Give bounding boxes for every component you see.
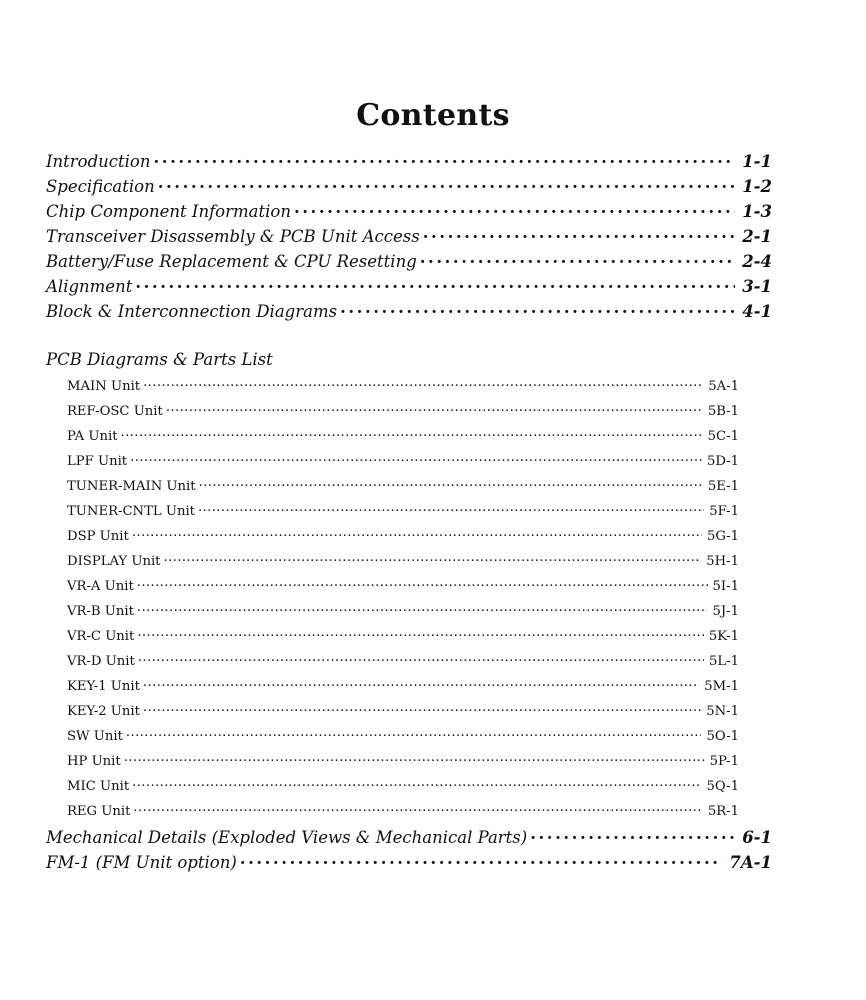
toc-entry-label: VR-B Unit	[67, 604, 134, 620]
toc-subentry-key-2-unit[interactable]	[67, 702, 739, 727]
toc-page-number: 5G-1	[706, 529, 739, 545]
dot-leader	[154, 150, 736, 167]
dot-leader	[143, 702, 701, 715]
toc-entry-chip-component-information[interactable]	[46, 200, 772, 225]
toc-page-number: 5O-1	[706, 729, 739, 745]
toc-subentry-dsp-unit[interactable]	[67, 527, 739, 552]
toc-page-number: 5J-1	[712, 604, 739, 620]
dot-leader	[420, 250, 735, 267]
toc-page-number: 5Q-1	[706, 779, 739, 795]
toc-entry-label: TUNER-MAIN Unit	[67, 479, 196, 495]
toc-subentry-sw-unit[interactable]	[67, 727, 739, 752]
toc-entry-label: KEY-1 Unit	[67, 679, 140, 695]
dot-leader	[137, 577, 708, 590]
toc-entry-label: REG Unit	[67, 804, 131, 820]
toc-entry-mechanical-details[interactable]	[46, 826, 772, 851]
toc-page-number: 5R-1	[707, 804, 739, 820]
toc-entry-label: VR-A Unit	[67, 579, 134, 595]
toc-entry-label: KEY-2 Unit	[67, 704, 140, 720]
toc-subentry-reg-unit[interactable]	[67, 802, 739, 827]
toc-entry-fm-1[interactable]	[46, 851, 772, 876]
toc-entry-battery-fuse-replacement[interactable]	[46, 250, 772, 275]
toc-page-number: 5A-1	[708, 379, 739, 395]
toc-page-number: 1-1	[742, 151, 772, 171]
toc-subentry-tuner-cntl-unit[interactable]	[67, 502, 739, 527]
toc-entry-label: VR-D Unit	[67, 654, 135, 670]
toc-entry-label: Transceiver Disassembly & PCB Unit Access	[46, 226, 420, 246]
toc-entry-label: PA Unit	[67, 429, 118, 445]
dot-leader	[240, 851, 723, 868]
dot-leader	[132, 777, 701, 790]
toc-entry-introduction[interactable]	[46, 150, 772, 175]
toc-entry-specification[interactable]	[46, 175, 772, 200]
toc-entry-label: VR-C Unit	[67, 629, 135, 645]
toc-subentry-mic-unit[interactable]	[67, 777, 739, 802]
dot-leader	[126, 727, 702, 740]
dot-leader	[135, 275, 735, 292]
dot-leader	[340, 300, 735, 317]
toc-subentry-tuner-main-unit[interactable]	[67, 477, 739, 502]
toc-page-number: 5H-1	[706, 554, 739, 570]
toc-entry-label: Introduction	[46, 151, 151, 171]
toc-entry-label: Block & Interconnection Diagrams	[46, 301, 338, 321]
dot-leader	[166, 402, 703, 415]
toc-entry-label: FM-1 (FM Unit option)	[46, 852, 237, 872]
toc-entry-alignment[interactable]	[46, 275, 772, 300]
toc-subentry-vr-a-unit[interactable]	[67, 577, 739, 602]
toc-entry-label: LPF Unit	[67, 454, 128, 470]
toc-subentry-key-1-unit[interactable]	[67, 677, 739, 702]
toc-entry-label: SW Unit	[67, 729, 123, 745]
dot-leader	[423, 225, 735, 242]
toc-page-number: 5N-1	[706, 704, 739, 720]
toc-entry-label: Mechanical Details (Exploded Views & Mechanical Parts)	[46, 827, 528, 847]
toc-page-number: 5M-1	[704, 679, 739, 695]
dot-leader	[121, 427, 703, 440]
dot-leader	[124, 752, 705, 765]
toc-page-number: 5B-1	[707, 404, 739, 420]
toc-entry-label: HP Unit	[67, 754, 121, 770]
toc-page-number: 5L-1	[709, 654, 739, 670]
dot-leader	[199, 477, 703, 490]
toc-page-number: 5F-1	[709, 504, 739, 520]
dot-leader	[143, 377, 703, 390]
toc-subentry-vr-d-unit[interactable]	[67, 652, 739, 677]
toc-subentry-pa-unit[interactable]	[67, 427, 739, 452]
toc-subentry-main-unit[interactable]	[67, 377, 739, 402]
dot-leader	[137, 602, 708, 615]
toc-entry-label: Specification	[46, 176, 155, 196]
toc-entry-label: Alignment	[46, 276, 133, 296]
toc-page-number: 2-1	[742, 226, 772, 246]
toc-entry-label: Battery/Fuse Replacement & CPU Resetting	[46, 251, 417, 271]
toc-page-number: 3-1	[742, 276, 772, 296]
page-title: Contents	[356, 98, 510, 134]
dot-leader	[198, 502, 704, 515]
dot-leader	[132, 527, 702, 540]
toc-entry-label: REF-OSC Unit	[67, 404, 163, 420]
dot-leader	[163, 552, 701, 565]
toc-entry-label: MIC Unit	[67, 779, 130, 795]
toc-subentry-display-unit[interactable]	[67, 552, 739, 577]
dot-leader	[530, 826, 735, 843]
toc-subentry-vr-c-unit[interactable]	[67, 627, 739, 652]
toc-entry-label: MAIN Unit	[67, 379, 141, 395]
section-heading-pcb: PCB Diagrams & Parts List	[46, 350, 273, 369]
toc-entry-label: Chip Component Information	[46, 201, 291, 221]
toc-subentry-lpf-unit[interactable]	[67, 452, 739, 477]
toc-page-number: 6-1	[742, 827, 772, 847]
dot-leader	[133, 802, 702, 815]
dot-leader	[294, 200, 735, 217]
toc-subentry-ref-osc-unit[interactable]	[67, 402, 739, 427]
toc-page-number: 5D-1	[706, 454, 739, 470]
toc-subentry-hp-unit[interactable]	[67, 752, 739, 777]
toc-entry-transceiver-disassembly[interactable]	[46, 225, 772, 250]
dot-leader	[130, 452, 702, 465]
toc-page-number: 2-4	[742, 251, 772, 271]
dot-leader	[138, 652, 704, 665]
toc-page-number: 5E-1	[707, 479, 739, 495]
toc-entry-label: DISPLAY Unit	[67, 554, 161, 570]
toc-page-number: 1-2	[742, 176, 772, 196]
toc-entry-block-interconnection-diagrams[interactable]	[46, 300, 772, 325]
toc-entry-label: TUNER-CNTL Unit	[67, 504, 195, 520]
toc-entry-label: DSP Unit	[67, 529, 129, 545]
toc-page-number: 5I-1	[712, 579, 739, 595]
toc-page-number: 5P-1	[709, 754, 739, 770]
toc-subentry-vr-b-unit[interactable]	[67, 602, 739, 627]
toc-page-number: 5K-1	[708, 629, 739, 645]
toc-page-number: 1-3	[742, 201, 772, 221]
dot-leader	[143, 677, 699, 690]
toc-page-number: 5C-1	[707, 429, 739, 445]
dot-leader	[158, 175, 735, 192]
dot-leader	[137, 627, 704, 640]
toc-page-number: 7A-1	[729, 852, 772, 872]
toc-page-number: 4-1	[742, 301, 772, 321]
